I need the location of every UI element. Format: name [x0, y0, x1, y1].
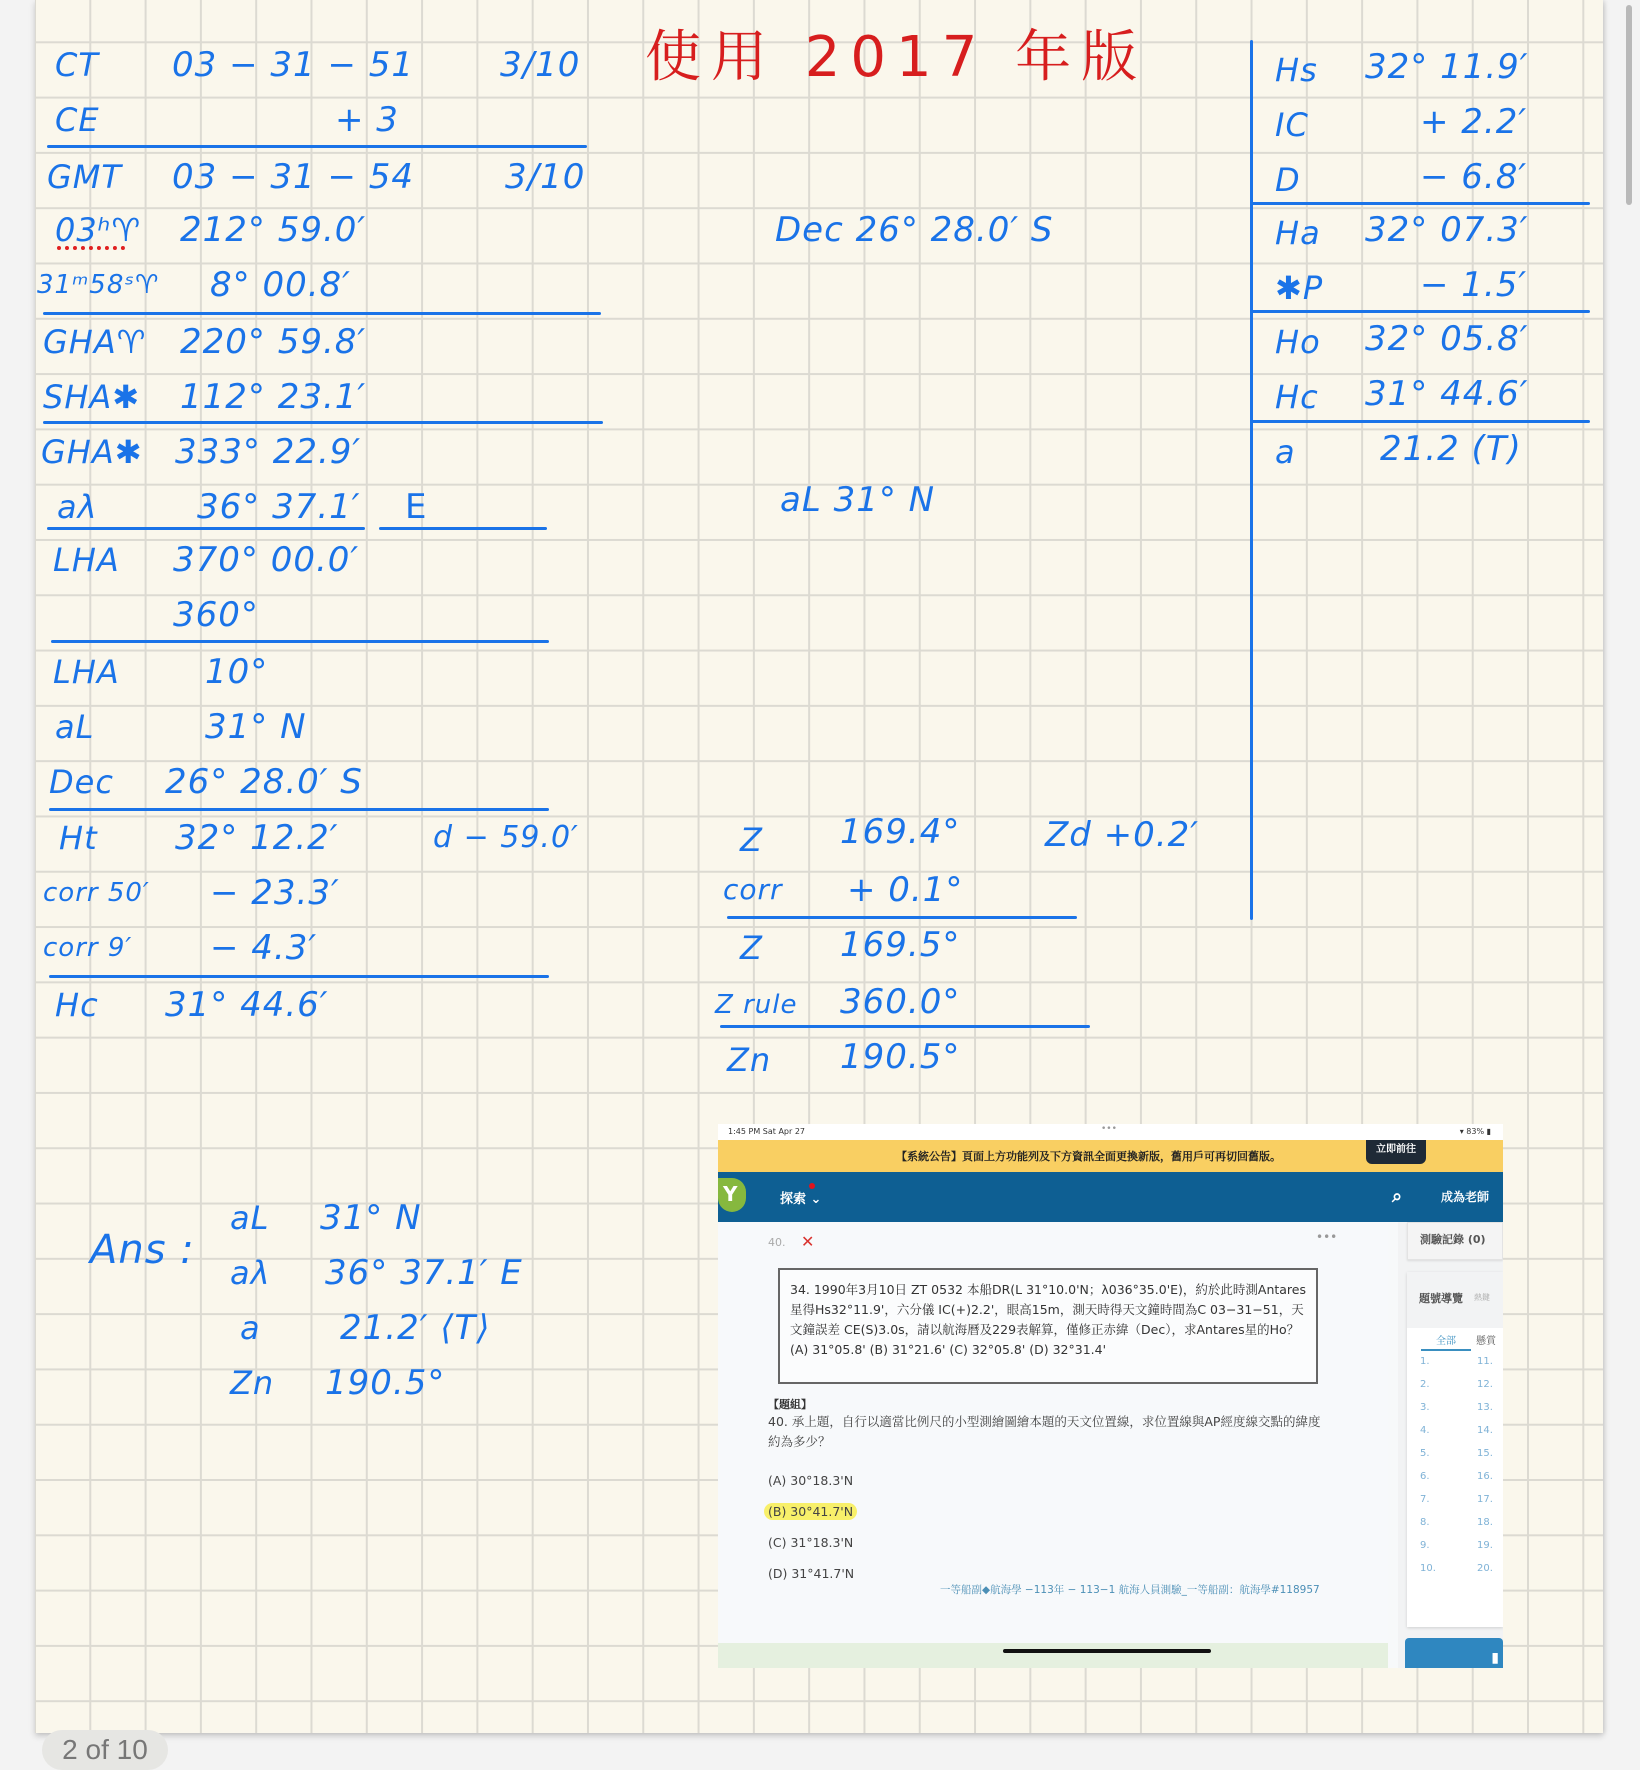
- notification-dot: [809, 1183, 815, 1189]
- page-indicator: 2 of 10: [42, 1730, 168, 1770]
- answer-value: 31° N: [320, 1198, 422, 1238]
- calc-label: CT: [55, 46, 99, 84]
- answer-value: 190.5°: [325, 1363, 446, 1403]
- sum-line: [1250, 202, 1590, 205]
- alt-label: a: [1275, 433, 1296, 471]
- nav-hint: 熱鍵: [1474, 1293, 1490, 1302]
- sum-line: [727, 916, 1077, 919]
- az-value: + 0.1°: [847, 870, 964, 910]
- calc-value: 8° 00.8′: [210, 265, 351, 305]
- calc-value: 03 − 31 − 51: [172, 45, 414, 85]
- question-link[interactable]: 11.: [1477, 1356, 1493, 1367]
- question-link[interactable]: 8.: [1420, 1517, 1430, 1528]
- test-record-button[interactable]: 測驗記錄 (0): [1407, 1222, 1503, 1260]
- az-label: Z: [740, 821, 763, 859]
- sum-line: [51, 640, 549, 643]
- question-link[interactable]: 20.: [1477, 1563, 1493, 1574]
- tab-reward[interactable]: 懸賞: [1476, 1336, 1496, 1347]
- alt-label: D: [1275, 161, 1301, 199]
- option-a[interactable]: (A) 30°18.3'N: [768, 1473, 854, 1488]
- calc-value: 36° 37.1′: [197, 487, 361, 527]
- calc-note: d − 59.0′: [433, 820, 579, 855]
- question-link[interactable]: 5.: [1420, 1448, 1430, 1459]
- question-link[interactable]: 1.: [1420, 1356, 1430, 1367]
- search-icon[interactable]: ⌕: [1392, 1186, 1403, 1207]
- banner-message: 【系統公告】頁面上方功能列及下方資訊全面更換新版，舊用戶可再切回舊版。: [896, 1150, 1281, 1163]
- calc-label: GMT: [47, 158, 122, 196]
- alt-value: − 6.8′: [1420, 157, 1528, 197]
- calc-label: Dec: [49, 763, 114, 801]
- calc-value: − 23.3′: [210, 873, 340, 913]
- alt-label: Hs: [1275, 51, 1318, 89]
- sum-line: [49, 808, 549, 811]
- alt-label: ✱P: [1275, 269, 1324, 307]
- footer-bar: [718, 1643, 1388, 1668]
- answer-value: 36° 37.1′ E: [325, 1253, 523, 1293]
- alt-value: 32° 05.8′: [1365, 319, 1529, 359]
- question-sidebar: [1398, 1222, 1503, 1668]
- option-d[interactable]: (D) 31°41.7'N: [768, 1566, 855, 1581]
- title-note: 使用 2017 年版: [645, 25, 1148, 90]
- question-area: [718, 1222, 1388, 1668]
- calc-value: 10°: [205, 652, 269, 692]
- question-text: 40. 承上題，自行以適當比例尺的小型測繪圖繪本題的天文位置線，求位置線與AP經度線交點的緯度約為多少？: [768, 1414, 1321, 1449]
- alt-label: Ha: [1275, 214, 1321, 252]
- answer-prefix: Ans :: [90, 1227, 195, 1273]
- alt-value: 32° 11.9′: [1365, 47, 1529, 87]
- question-nav-panel: [1407, 1272, 1503, 1627]
- question-link[interactable]: 3.: [1420, 1402, 1430, 1413]
- calc-value: 370° 00.0′: [173, 540, 360, 580]
- calc-label: 31ᵐ58ˢ♈: [37, 270, 160, 300]
- calc-value: − 4.3′: [210, 928, 318, 968]
- az-value: 169.4°: [840, 812, 961, 852]
- alt-label: Ho: [1275, 323, 1321, 361]
- calc-value: 333° 22.9′: [175, 432, 362, 472]
- az-label: corr: [723, 873, 783, 906]
- source-link[interactable]: 一等船副◆航海學 −113年 − 113−1 航海人員測驗_一等船副：航海學#118957: [940, 1584, 1320, 1596]
- top-nav: [718, 1172, 1503, 1222]
- alt-label: Hc: [1275, 378, 1319, 416]
- sum-line: [1250, 420, 1590, 423]
- az-value: 169.5°: [840, 925, 961, 965]
- az-value: 190.5°: [840, 1037, 961, 1077]
- multitask-dots-icon: •••: [1101, 1124, 1117, 1134]
- option-b[interactable]: (B) 30°41.7'N: [764, 1503, 857, 1520]
- answer-label: a: [240, 1309, 261, 1347]
- calc-label: GHA✱: [41, 433, 143, 471]
- wrong-icon: ✕: [801, 1232, 815, 1251]
- az-label: Z: [740, 929, 763, 967]
- calc-note: E: [405, 487, 428, 527]
- more-icon[interactable]: •••: [1316, 1230, 1338, 1244]
- alt-value: + 2.2′: [1420, 102, 1528, 142]
- question-link[interactable]: 4.: [1420, 1425, 1430, 1436]
- question-link[interactable]: 18.: [1477, 1517, 1493, 1528]
- question-number: 40.: [768, 1236, 786, 1249]
- calc-value: 32° 12.2′: [175, 818, 339, 858]
- alt-label: IC: [1275, 106, 1309, 144]
- home-indicator[interactable]: [1003, 1649, 1211, 1653]
- calc-value: + 3: [335, 100, 399, 140]
- calc-label: aL: [55, 708, 95, 746]
- answer-label: Zn: [230, 1364, 275, 1402]
- option-c[interactable]: (C) 31°18.3'N: [768, 1535, 854, 1550]
- sum-line: [47, 145, 587, 148]
- calc-value: 220° 59.8′: [180, 322, 367, 362]
- battery-icon: ▾ 83% ▮: [1459, 1127, 1491, 1136]
- explore-menu[interactable]: 探索 ⌄: [780, 1192, 822, 1207]
- alt-value: − 1.5′: [1420, 265, 1528, 305]
- calc-label: corr 9′: [43, 933, 133, 963]
- sum-line: [720, 1025, 1090, 1028]
- calc-note: 3/10: [500, 45, 581, 85]
- question-link[interactable]: 19.: [1477, 1540, 1493, 1551]
- calc-label: Ht: [59, 819, 98, 857]
- calc-label: corr 50′: [43, 878, 150, 908]
- calc-label: LHA: [53, 653, 120, 691]
- prior-question-box: 34. 1990年3月10日 ZT 0532 本船DR(L 31°10.0'N；λ036°35.0'E)，約於此時測Antares星得Hs32°11.9'，六分儀 IC(+)2.2'，眼高15m，測天時得天文鐘時間為C 03−31−51，天文鐘誤差 CE(S)3.0s，請以航海曆及229表解算，僅修正赤緯（Dec），求Antares星的Ho？ (A) 31°05.8' (B) 31°21.6' (C) 32°05.8' (D) 32°31.4': [778, 1268, 1318, 1384]
- alt-value: 21.2 (T): [1380, 429, 1522, 469]
- status-time: 1:45 PM Sat Apr 27: [728, 1127, 805, 1136]
- sum-line: [379, 527, 547, 530]
- answer-label: aL: [230, 1199, 270, 1237]
- calc-label: SHA✱: [43, 378, 141, 416]
- az-note: Zd +0.2′: [1045, 815, 1199, 855]
- spelling-underline: [57, 246, 125, 250]
- calc-label: Hc: [55, 986, 99, 1024]
- calc-value: 26° 28.0′ S: [165, 762, 363, 802]
- sum-line: [1250, 310, 1590, 313]
- vertical-scrollbar[interactable]: [1626, 5, 1632, 205]
- calc-label: LHA: [53, 541, 120, 579]
- nav-title: 題號導覽: [1419, 1292, 1463, 1305]
- calc-value: 112° 23.1′: [180, 377, 367, 417]
- sum-line: [49, 975, 549, 978]
- answer-value: 21.2′ ⟨T⟩: [340, 1308, 491, 1348]
- become-teacher-link[interactable]: 成為老師: [1441, 1190, 1490, 1204]
- bar-chart-icon: ▮: [1491, 1650, 1499, 1666]
- question-link[interactable]: 16.: [1477, 1471, 1493, 1482]
- calc-label: 03ʰ♈: [55, 211, 142, 249]
- az-label: Z rule: [715, 990, 798, 1020]
- alt-value: 32° 07.3′: [1365, 210, 1529, 250]
- tab-all[interactable]: 全部: [1421, 1332, 1471, 1351]
- sum-line: [43, 421, 603, 424]
- embedded-screenshot: [718, 1124, 1503, 1668]
- question-link[interactable]: 14.: [1477, 1425, 1493, 1436]
- status-bar: [718, 1124, 1503, 1140]
- stats-button[interactable]: [1405, 1638, 1503, 1668]
- logo-glyph: Y: [723, 1182, 738, 1206]
- calc-value: 03 − 31 − 54: [172, 157, 414, 197]
- sum-line: [43, 312, 601, 315]
- az-label: Zn: [727, 1041, 772, 1079]
- calc-value: 360°: [173, 595, 259, 635]
- divider-line: [1250, 40, 1253, 920]
- az-value: 360.0°: [840, 982, 961, 1022]
- question-link[interactable]: 2.: [1420, 1379, 1430, 1390]
- nav-header: [1407, 1272, 1503, 1328]
- question-link[interactable]: 13.: [1477, 1402, 1493, 1413]
- announcement-banner: [718, 1140, 1503, 1172]
- question-link[interactable]: 17.: [1477, 1494, 1493, 1505]
- sum-line: [47, 527, 365, 530]
- question-link[interactable]: 9.: [1420, 1540, 1430, 1551]
- calc-value: 212° 59.0′: [180, 210, 367, 250]
- calc-note: 3/10: [505, 157, 586, 197]
- al-note: aL 31° N: [780, 480, 936, 520]
- group-label: 【題組】: [768, 1398, 812, 1411]
- dec-note: Dec 26° 28.0′ S: [775, 210, 1054, 250]
- question-link[interactable]: 12.: [1477, 1379, 1493, 1390]
- calc-value: 31° N: [205, 707, 307, 747]
- site-logo[interactable]: [718, 1178, 746, 1212]
- answer-label: aλ: [230, 1254, 271, 1292]
- question-link[interactable]: 10.: [1420, 1563, 1436, 1574]
- alt-value: 31° 44.6′: [1365, 374, 1529, 414]
- banner-go-button[interactable]: 立即前往: [1366, 1140, 1426, 1164]
- question-link[interactable]: 6.: [1420, 1471, 1430, 1482]
- calc-label: aλ: [57, 488, 98, 526]
- calc-value: 31° 44.6′: [165, 985, 329, 1025]
- calc-label: CE: [55, 101, 100, 139]
- question-link[interactable]: 15.: [1477, 1448, 1493, 1459]
- calc-label: GHA♈: [43, 323, 147, 361]
- question-link[interactable]: 7.: [1420, 1494, 1430, 1505]
